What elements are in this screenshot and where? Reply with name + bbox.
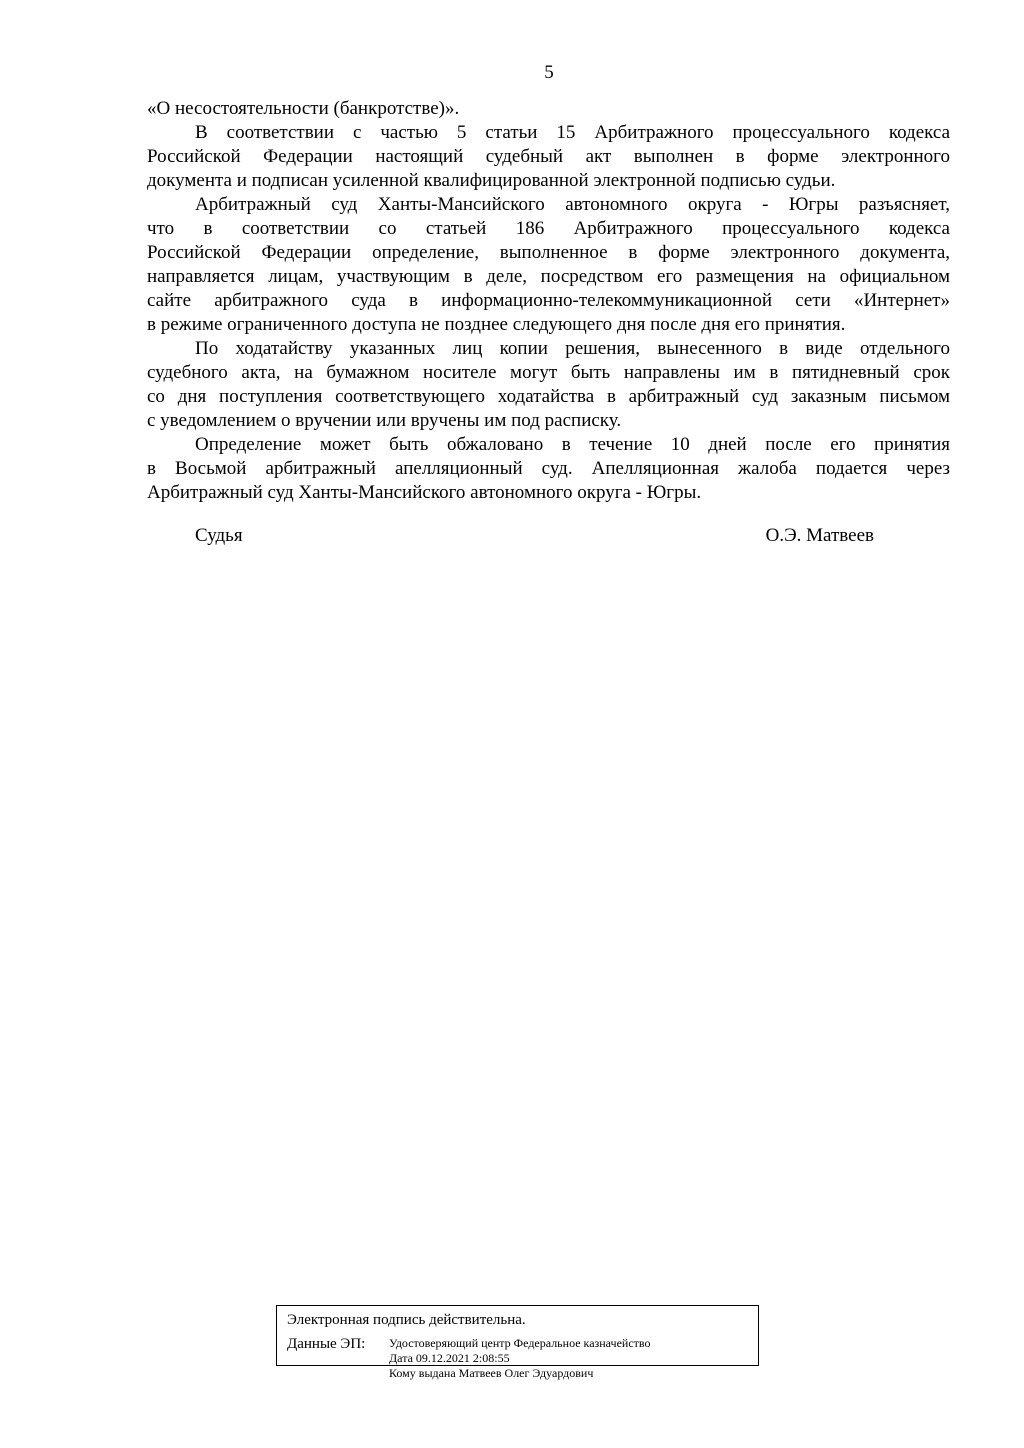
certificate-issuer: Удостоверяющий центр Федеральное казначейство: [389, 1336, 651, 1350]
electronic-signature-stamp: [276, 1305, 759, 1380]
judge-name: О.Э. Матвеев: [765, 525, 874, 546]
paragraph-line: в режиме ограниченного доступа не позднее следующего дня после дня его принятия.: [147, 314, 846, 335]
signature-block: [195, 524, 874, 548]
paragraph-line: документа и подписан усиленной квалифицированной электронной подписью судьи.: [147, 170, 836, 191]
document-body: [147, 97, 950, 505]
judge-role-label: Судья: [195, 525, 243, 546]
signature-data: [287, 1336, 758, 1381]
paragraph-line: что в соответствии со статьей 186 Арбитражного процессуального кодекса: [147, 218, 950, 239]
certificate-owner: Кому выдана Матвеев Олег Эдуардович: [389, 1366, 594, 1380]
signature-data-label: Данные ЭП:: [287, 1336, 366, 1352]
paragraph-line: «О несостоятельности (банкротстве)».: [147, 98, 460, 119]
paragraph: [147, 193, 950, 337]
paragraph-line: в Восьмой арбитражный апелляционный суд. Апелляционная жалоба подается через: [147, 458, 950, 479]
paragraph: [147, 121, 950, 193]
paragraph-line: В соответствии с частью 5 статьи 15 Арбитражного процессуального кодекса: [195, 122, 950, 143]
paragraph-line: с уведомлением о вручении или вручены им под расписку.: [147, 410, 622, 431]
paragraph-line: со дня поступления соответствующего ходатайства в арбитражный суд заказным письмом: [147, 386, 950, 407]
paragraph: [147, 337, 950, 433]
paragraph-line: направляется лицам, участвующим в деле, посредством его размещения на официальном: [147, 266, 950, 287]
paragraph-line: Определение может быть обжаловано в течение 10 дней после его принятия: [195, 434, 950, 455]
paragraph: [147, 433, 950, 505]
signature-details: [389, 1336, 650, 1381]
paragraph-line: По ходатайству указанных лиц копии решения, вынесенного в виде отдельного: [195, 338, 950, 359]
paragraph-line: Арбитражный суд Ханты-Мансийского автономного округа - Югры разъясняет,: [195, 194, 950, 215]
paragraph-line: сайте арбитражного суда в информационно-телекоммуникационной сети «Интернет»: [147, 290, 950, 311]
paragraph: [147, 97, 950, 121]
signature-date: Дата 09.12.2021 2:08:55: [389, 1351, 510, 1365]
signature-status: Электронная подпись действительна.: [287, 1312, 526, 1328]
paragraph-line: Российской Федерации определение, выполненное в форме электронного документа,: [147, 242, 950, 263]
paragraph-line: Арбитражный суд Ханты-Мансийского автономного округа - Югры.: [147, 482, 702, 503]
paragraph-line: Российской Федерации настоящий судебный акт выполнен в форме электронного: [147, 146, 950, 167]
paragraph-line: судебного акта, на бумажном носителе могут быть направлены им в пятидневный срок: [147, 362, 950, 383]
page-number: 5: [544, 62, 554, 83]
